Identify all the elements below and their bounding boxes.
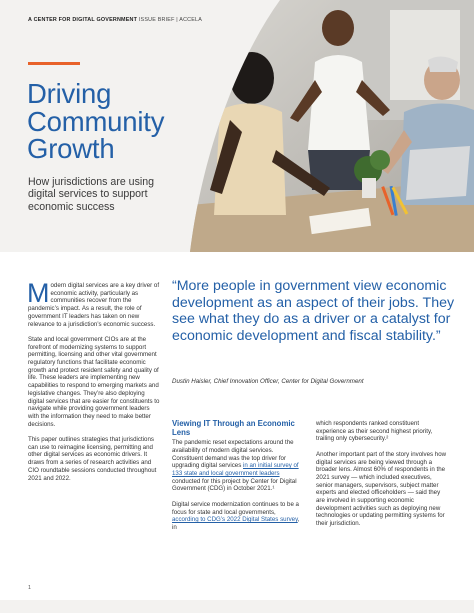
- section-column-right: [316, 420, 448, 536]
- hero-photo-illustration: [190, 0, 474, 252]
- page-number: 1: [28, 585, 31, 591]
- intro-column: [27, 278, 161, 490]
- drop-cap: M: [27, 278, 50, 308]
- accent-rule: [28, 62, 80, 65]
- intro-paragraph-1: [27, 278, 161, 328]
- section-text-1b: conducted for this project by Center for Digital Government (CDG) in October 2021.¹: [172, 477, 297, 493]
- subtitle: How jurisdictions are using digital services to support economic success: [28, 176, 155, 213]
- section-text-2b: , in: [172, 516, 300, 531]
- survey-link[interactable]: in an initial survey of 133 state and local government leaders: [172, 462, 299, 477]
- title-line-2: Community: [27, 105, 165, 137]
- eyebrow: [28, 17, 202, 23]
- section-column-middle: [172, 420, 302, 539]
- hero-photo: [190, 0, 474, 252]
- intro-text-1: odern digital services are a key driver of economic activity, particularly as communities recover from the pandemic’s impact. As a result, the role of government IT leaders has taken on new relevance to a jurisdiction’s economic success.: [28, 282, 160, 328]
- section-paragraph-1: [172, 439, 302, 493]
- page-title: [27, 80, 164, 163]
- intro-paragraph-2: State and local government CIOs are at the forefront of modernizing systems to support permitting, licensing and other vital government regulatory functions that facilitate economic growth and protect resident safety and quality of life. These leaders are implementing new capabilities to respond to emerging markets and legislative changes. They’re also deploying digital services that are easier for constituents to navigate while providing government leaders with the information they need to make better decisions.: [28, 335, 160, 428]
- section-text-2a: Digital service modernization continues to be a focus for state and local governments,: [172, 500, 299, 516]
- section-text-1a: The pandemic reset expectations around the availability of modern digital services. Constituent demand was the top driver for upgrading digital services: [172, 439, 294, 470]
- title-line-3: Growth: [27, 133, 115, 164]
- footer-band: [0, 600, 474, 613]
- pull-quote: “More people in government view economic development as an aspect of their jobs. They see what they do as a driver or a catalyst for economic development and fiscal stability.”: [172, 278, 455, 344]
- digital-states-link[interactable]: according to CDG’s 2022 Digital States survey: [172, 516, 298, 524]
- header-band: [0, 0, 474, 252]
- eyebrow-rest: ISSUE BRIEF | ACCELA: [137, 17, 203, 23]
- intro-paragraph-3: This paper outlines strategies that jurisdictions can use to reimagine licensing, permitting and other digital services as economic drivers. It draws from a series of research activities and CIO roundtable sessions conducted throughout 2021 and 2022.: [28, 436, 157, 482]
- section-heading: Viewing IT Through an Economic Lens: [172, 419, 295, 437]
- section-paragraph-2: [172, 501, 302, 532]
- eyebrow-brand: A CENTER FOR DIGITAL GOVERNMENT: [28, 17, 138, 23]
- quote-attribution: Dustin Haisler, Chief Innovation Officer, Center for Digital Government: [172, 378, 364, 385]
- title-line-1: Driving: [27, 78, 112, 109]
- right-paragraph-2: Another important part of the story involves how digital services are being viewed through a broader lens. Almost 60% of respondents in the 2021 survey — which included executives, senior managers, supervisors, subject matter experts and elected officeholders — said they are involved in supporting economic development activities such as deploying new technologies or updating permitting systems for their jurisdiction.: [316, 450, 447, 528]
- right-paragraph-1: which respondents ranked constituent experience as their second highest priority, trailing only cybersecurity.²: [316, 420, 433, 443]
